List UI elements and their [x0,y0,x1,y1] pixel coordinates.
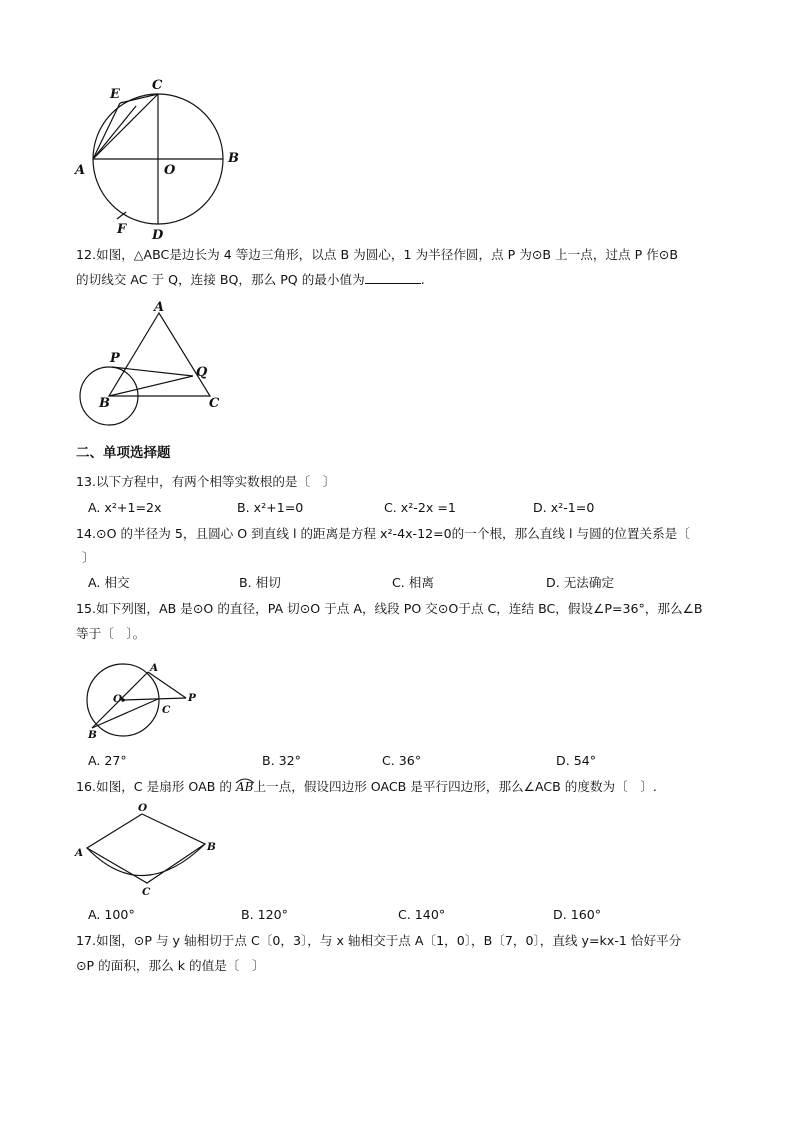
q16-pre: 16.如图，C 是扇形 OAB 的 [76,779,232,794]
figure-q12 [75,300,225,430]
label-c: C [152,78,163,93]
label-a: A [75,847,84,859]
label-e: E [110,87,120,102]
answer-blank[interactable] [365,272,421,284]
label-b: B [99,396,110,411]
label-p: P [188,692,196,704]
label-q: Q [196,365,208,380]
q13-option-a[interactable]: A. x²+1=2x [88,500,162,515]
q17-line2: ⊙P 的面积，那么 k 的值是〔 〕 [76,958,265,973]
q12-line2 [76,272,425,288]
label-a: A [154,300,165,315]
q16-line [76,779,657,795]
q13-stem: 13.以下方程中，有两个相等实数根的是〔 〕 [76,474,336,489]
q15-line1: 15.如下列图，AB 是⊙O 的直径，PA 切⊙O 于点 A，线段 PO 交⊙O于点 C，连结 BC，假设∠P=36°，那么∠B [76,601,703,616]
q12-line2-text: 的切线交 AC 于 Q，连接 BQ，那么 PQ 的最小值为 [76,272,365,287]
label-a: A [75,163,86,178]
q14-line2: 〕 [82,550,95,565]
q15-option-b[interactable]: B. 32° [262,753,301,768]
label-b: B [88,729,97,741]
q16-post: 上一点，假设四边形 OACB 是平行四边形，那么∠ACB 的度数为〔 〕. [253,779,657,794]
q12-end: . [420,272,425,287]
q14-option-c[interactable]: C. 相离 [392,575,434,590]
label-o: O [164,163,176,178]
label-c: C [209,396,220,411]
arc-ab: AB [235,780,254,794]
label-c: C [162,704,171,716]
q15-option-a[interactable]: A. 27° [88,753,127,768]
q16-option-a[interactable]: A. 100° [88,907,135,922]
label-a: A [150,662,159,674]
q14-option-d[interactable]: D. 无法确定 [546,575,615,590]
q14-option-a[interactable]: A. 相交 [88,575,130,590]
q15-option-d[interactable]: D. 54° [556,753,597,768]
q13-option-b[interactable]: B. x²+1=0 [237,500,304,515]
q16-option-b[interactable]: B. 120° [241,907,288,922]
label-o: O [113,693,123,705]
label-p: P [110,351,120,366]
figure-q11 [70,75,245,245]
q16-option-c[interactable]: C. 140° [398,907,446,922]
q13-option-c[interactable]: C. x²-2x =1 [384,500,456,515]
q14-line1: 14.⊙O 的半径为 5，且圆心 O 到直线 l 的距离是方程 x²-4x-12=0的一个根，那么直线 l 与圆的位置关系是〔 [76,526,690,541]
figure-q16 [72,800,222,900]
figure-q15 [78,660,208,745]
q15-option-c[interactable]: C. 36° [382,753,422,768]
q17-line1: 17.如图，⊙P 与 y 轴相切于点 C〔0，3〕，与 x 轴相交于点 A〔1，0〕，B〔7，0〕，直线 y=kx-1 恰好平分 [76,933,682,948]
q13-option-d[interactable]: D. x²-1=0 [533,500,595,515]
q15-line2: 等于〔 〕。 [76,626,146,641]
label-d: D [152,228,164,243]
section-title: 二、单项选择题 [76,445,171,461]
q14-option-b[interactable]: B. 相切 [239,575,281,590]
label-b: B [207,841,216,853]
label-b: B [228,151,239,166]
label-c: C [142,886,151,898]
label-o: O [138,802,148,814]
label-f: F [117,222,127,237]
q16-option-d[interactable]: D. 160° [553,907,602,922]
q12-line1: 12.如图，△ABC是边长为 4 等边三角形，以点 B 为圆心，1 为半径作圆，点 P 为⊙B 上一点，过点 P 作⊙B [76,247,678,262]
